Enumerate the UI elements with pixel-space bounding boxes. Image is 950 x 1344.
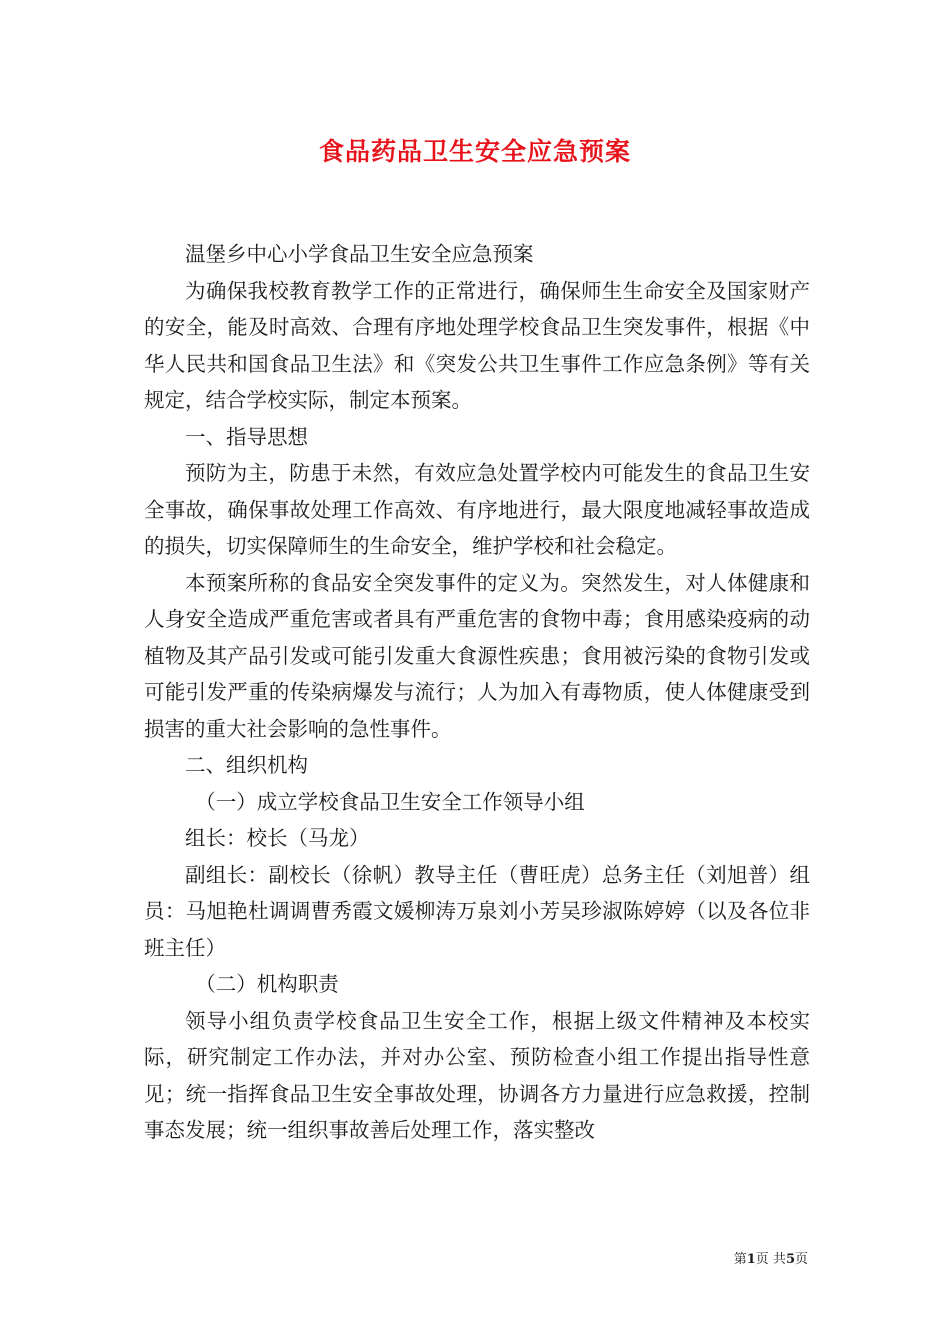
footer-total-pages: 5 [785, 1252, 795, 1267]
sub-heading-duties: （二）机构职责 [195, 972, 339, 996]
footer-prefix: 第 [733, 1252, 747, 1267]
document-subtitle: 温堡乡中心小学食品卫生安全应急预案 [185, 242, 534, 266]
paragraph-group-leader: 组长：校长（马龙） [185, 826, 370, 850]
footer-suffix: 页 [794, 1252, 808, 1267]
paragraph-definition: 本预案所称的食品安全突发事件的定义为。突然发生，对人体健康和人身安全造成严重危害或者具有严重危害的食物中毒；食用感染疫病的动植物及其产品引发或可能引发重大食源性疾患；食用被污染的食物引发或可能引发严重的传染病爆发与流行；人为加入有毒物质，使人体健康受到损害的重大社会影响的急性事件。 [144, 570, 810, 741]
section-heading-guiding-idea: 一、指导思想 [185, 424, 308, 449]
page-footer [734, 1248, 808, 1267]
paragraph-group-members: 副组长：副校长（徐帆）教导主任（曹旺虎）总务主任（刘旭普）组员：马旭艳杜调调曹秀霞文媛柳涛万泉刘小芳吴珍淑陈婷婷（以及各位非班主任） [144, 862, 810, 960]
document-body [144, 236, 810, 1149]
footer-middle: 页 共 [755, 1252, 786, 1267]
document-title: 食品药品卫生安全应急预案 [318, 137, 631, 166]
sub-heading-leadership-group: （一）成立学校食品卫生安全工作领导小组 [195, 789, 585, 814]
section-heading-organization: 二、组织机构 [185, 753, 308, 777]
paragraph-purpose: 为确保我校教育教学工作的正常进行，确保师生生命安全及国家财产的安全，能及时高效、合理有序地处理学校食品卫生突发事件，根据《中华人民共和国食品卫生法》和《突发公共卫生事件工作应急条例》等有关规定，结合学校实际，制定本预案。 [144, 278, 810, 412]
footer-current-page: 1 [746, 1252, 756, 1267]
paragraph-duties: 领导小组负责学校食品卫生安全工作，根据上级文件精神及本校实际，研究制定工作办法，并对办公室、预防检查小组工作提出指导性意见；统一指挥食品卫生安全事故处理，协调各方力量进行应急救援，控制事态发展；统一组织事故善后处理工作，落实整改 [144, 1008, 810, 1142]
paragraph-guiding-idea: 预防为主，防患于未然，有效应急处置学校内可能发生的食品卫生安全事故，确保事故处理工作高效、有序地进行，最大限度地减轻事故造成的损失，切实保障师生的生命安全，维护学校和社会稳定。 [144, 461, 810, 558]
